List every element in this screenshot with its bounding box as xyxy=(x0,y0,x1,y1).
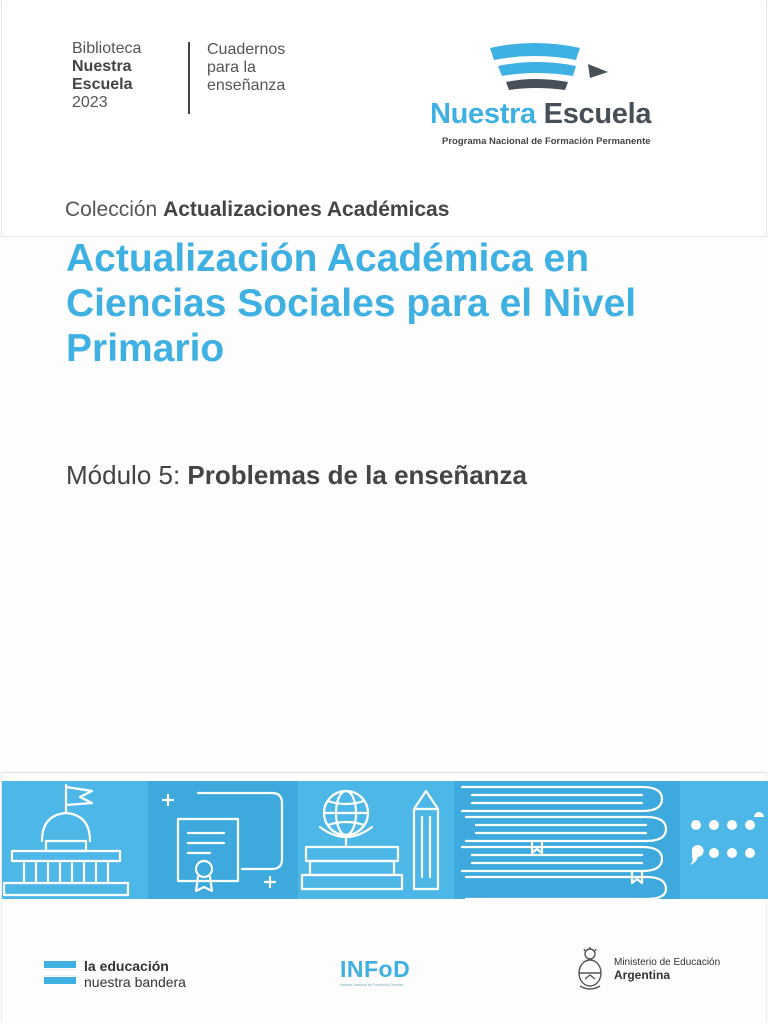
series-sub-line-3: enseñanza xyxy=(207,77,286,94)
flag-bar-bottom xyxy=(44,977,76,984)
ministry-line-2: Argentina xyxy=(614,968,671,982)
series-line-1: Biblioteca xyxy=(72,40,142,57)
brand-tagline: Programa Nacional de Formación Permanente xyxy=(442,136,651,147)
series-year: 2023 xyxy=(72,94,108,111)
module-heading xyxy=(66,460,527,491)
illustration-banner xyxy=(2,781,768,899)
national-seal-icon xyxy=(574,946,606,990)
punctuation-icon xyxy=(690,812,764,865)
collection-prefix: Colección xyxy=(65,198,158,221)
infod-logo: INFoD xyxy=(340,956,411,982)
campaign-line-1: la educación xyxy=(84,958,169,974)
infod-subtitle: Instituto Nacional de Formación Docente xyxy=(340,983,404,987)
flag-bar-top xyxy=(44,961,76,968)
module-prefix: Módulo 5: xyxy=(66,460,181,490)
series-line-2: Nuestra xyxy=(72,58,132,75)
flag-bar-middle xyxy=(44,969,76,976)
campaign-line-2: nuestra bandera xyxy=(84,974,186,990)
ministry-line-1: Ministerio de Educación xyxy=(614,957,721,968)
series-divider xyxy=(188,42,190,114)
collection-label xyxy=(65,198,449,222)
series-sub-line-2: para la xyxy=(207,59,256,76)
campaign-logo xyxy=(44,958,214,992)
brand-name xyxy=(430,98,651,131)
banner-illustration xyxy=(2,781,768,899)
series-line-3: Escuela xyxy=(72,76,133,93)
ministry-logo-text xyxy=(614,957,720,981)
nuestra-escuela-logo xyxy=(430,40,680,150)
brand-name-part1: Nuestra xyxy=(430,98,536,130)
arcs-pencil-icon xyxy=(430,40,680,96)
series-subtitle xyxy=(207,41,285,95)
document-title: Actualización Académica en Ciencias Sociales para el Nivel Primario xyxy=(66,237,637,370)
series-label xyxy=(72,40,172,112)
brand-name-part2: Escuela xyxy=(543,98,652,130)
module-name: Problemas de la enseñanza xyxy=(187,460,528,490)
series-sub-line-1: Cuadernos xyxy=(207,41,286,58)
collection-name: Actualizaciones Académicas xyxy=(163,198,450,221)
globe-books-pencil-icon xyxy=(302,791,438,889)
capitol-building-icon xyxy=(4,785,128,895)
